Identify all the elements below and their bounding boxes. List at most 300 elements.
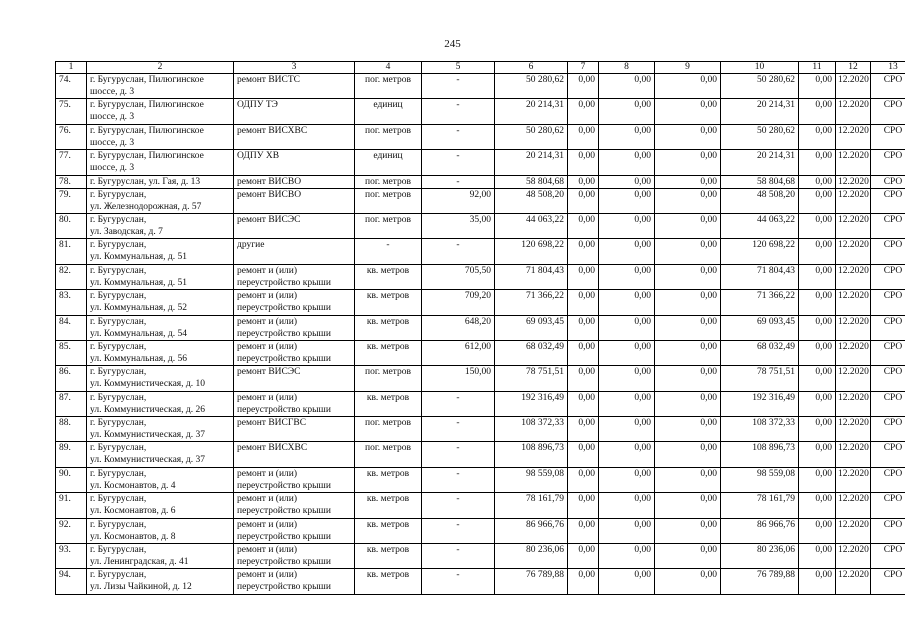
address-cell-line: ул. Коммунальная, д. 51: [90, 277, 187, 288]
regional-funds-cell: 0,00: [599, 518, 655, 543]
address-cell-line: г. Бугуруслан, Пилюгинское: [90, 151, 204, 162]
unit-cell: кв. метров: [355, 518, 422, 543]
completion-date-cell: 12.2020: [836, 124, 871, 149]
work-type-cell-line: переустройство крыши: [237, 404, 331, 415]
quantity-cell: -: [422, 175, 495, 188]
quantity-cell: 150,00: [422, 366, 495, 391]
owner-funds-cell: 20 214,31: [721, 99, 799, 124]
row-number: 85.: [56, 340, 87, 365]
column-number-2: 2: [87, 62, 234, 74]
federal-funds-cell: 0,00: [568, 493, 599, 518]
other-funds-cell: 0,00: [799, 467, 836, 492]
total-cost-cell: 48 508,20: [495, 188, 568, 213]
owner-funds-cell: 86 966,76: [721, 518, 799, 543]
work-type-cell-line: ремонт ВИСЭС: [237, 367, 301, 378]
column-number-row: [56, 62, 905, 74]
work-type-cell: [234, 569, 355, 594]
quantity-cell: 35,00: [422, 213, 495, 238]
federal-funds-cell: 0,00: [568, 188, 599, 213]
other-funds-cell: 0,00: [799, 290, 836, 315]
work-type-cell: [234, 175, 355, 188]
work-type-cell-line: переустройство крыши: [237, 328, 331, 339]
address-cell-line: шоссе, д. 3: [90, 87, 135, 97]
federal-funds-cell: 0,00: [568, 239, 599, 264]
table-row: [56, 518, 905, 543]
work-type-cell-line: ремонт и (или): [237, 291, 298, 302]
funding-method-cell: СРО: [871, 544, 905, 569]
address-cell-line: г. Бугуруслан,: [90, 468, 147, 479]
address-cell-line: ул. Коммунистическая, д. 26: [90, 404, 205, 415]
work-type-cell: [234, 290, 355, 315]
other-funds-cell: 0,00: [799, 442, 836, 467]
work-type-cell-line: ремонт и (или): [237, 545, 298, 556]
funding-method-cell: СРО: [871, 315, 905, 340]
unit-cell: кв. метров: [355, 315, 422, 340]
address-cell-line: ул. Ленинградская, д. 41: [90, 557, 189, 568]
quantity-cell: -: [422, 391, 495, 416]
federal-funds-cell: 0,00: [568, 150, 599, 175]
owner-funds-cell: 76 789,88: [721, 569, 799, 594]
address-cell-line: ул. Лизы Чайкиной, д. 12: [90, 582, 192, 593]
unit-cell: кв. метров: [355, 467, 422, 492]
address-cell-line: ул. Коммунальная, д. 54: [90, 328, 187, 339]
funding-method-cell: СРО: [871, 99, 905, 124]
other-funds-cell: 0,00: [799, 124, 836, 149]
federal-funds-cell: 0,00: [568, 544, 599, 569]
quantity-cell: 709,20: [422, 290, 495, 315]
total-cost-cell: 86 966,76: [495, 518, 568, 543]
owner-funds-cell: 78 161,79: [721, 493, 799, 518]
column-number-8: 8: [599, 62, 655, 74]
address-cell-line: г. Бугуруслан,: [90, 291, 147, 302]
regional-funds-cell: 0,00: [599, 417, 655, 442]
other-funds-cell: 0,00: [799, 99, 836, 124]
owner-funds-cell: 108 896,73: [721, 442, 799, 467]
address-cell: [87, 366, 234, 391]
table-row: [56, 213, 905, 238]
local-funds-cell: 0,00: [655, 366, 721, 391]
unit-cell: пог. метров: [355, 124, 422, 149]
federal-funds-cell: 0,00: [568, 99, 599, 124]
table-row: [56, 340, 905, 365]
unit-cell: пог. метров: [355, 188, 422, 213]
work-type-cell: [234, 124, 355, 149]
address-cell: [87, 417, 234, 442]
regional-funds-cell: 0,00: [599, 340, 655, 365]
address-cell-line: г. Бугуруслан,: [90, 189, 147, 200]
page-number: 245: [444, 38, 461, 50]
address-cell: [87, 74, 234, 99]
work-type-cell-line: ремонт и (или): [237, 519, 298, 530]
address-cell-line: г. Бугуруслан, Пилюгинское: [90, 75, 204, 85]
table-row: [56, 569, 905, 594]
other-funds-cell: 0,00: [799, 366, 836, 391]
completion-date-cell: 12.2020: [836, 315, 871, 340]
table-row: [56, 391, 905, 416]
quantity-cell: 648,20: [422, 315, 495, 340]
other-funds-cell: 0,00: [799, 518, 836, 543]
federal-funds-cell: 0,00: [568, 366, 599, 391]
local-funds-cell: 0,00: [655, 315, 721, 340]
column-number-9: 9: [655, 62, 721, 74]
unit-cell: пог. метров: [355, 366, 422, 391]
local-funds-cell: 0,00: [655, 493, 721, 518]
table-row: [56, 188, 905, 213]
other-funds-cell: 0,00: [799, 493, 836, 518]
work-type-cell-line: ремонт и (или): [237, 494, 298, 505]
work-type-cell: [234, 417, 355, 442]
regional-funds-cell: 0,00: [599, 391, 655, 416]
funding-method-cell: СРО: [871, 188, 905, 213]
table-row: [56, 493, 905, 518]
work-type-cell-line: ремонт и (или): [237, 265, 298, 276]
work-type-cell: [234, 391, 355, 416]
address-cell-line: ул. Космонавтов, д. 4: [90, 480, 176, 491]
funding-method-cell: СРО: [871, 239, 905, 264]
address-cell-line: г. Бугуруслан,: [90, 443, 147, 454]
address-cell-line: г. Бугуруслан,: [90, 214, 147, 225]
work-type-cell-line: переустройство крыши: [237, 277, 331, 288]
row-number: 84.: [56, 315, 87, 340]
owner-funds-cell: 98 559,08: [721, 467, 799, 492]
owner-funds-cell: 78 751,51: [721, 366, 799, 391]
local-funds-cell: 0,00: [655, 264, 721, 289]
funding-method-cell: СРО: [871, 124, 905, 149]
federal-funds-cell: 0,00: [568, 264, 599, 289]
column-number-5: 5: [422, 62, 495, 74]
work-type-cell-line: переустройство крыши: [237, 506, 331, 517]
quantity-cell: -: [422, 467, 495, 492]
total-cost-cell: 76 789,88: [495, 569, 568, 594]
row-number: 78.: [56, 175, 87, 188]
owner-funds-cell: 192 316,49: [721, 391, 799, 416]
address-cell: [87, 99, 234, 124]
quantity-cell: -: [422, 99, 495, 124]
column-number-7: 7: [568, 62, 599, 74]
completion-date-cell: 12.2020: [836, 99, 871, 124]
other-funds-cell: 0,00: [799, 213, 836, 238]
unit-cell: пог. метров: [355, 175, 422, 188]
work-type-cell: [234, 518, 355, 543]
total-cost-cell: 50 280,62: [495, 124, 568, 149]
table-row: [56, 74, 905, 99]
table-row: [56, 467, 905, 492]
quantity-cell: -: [422, 518, 495, 543]
federal-funds-cell: 0,00: [568, 213, 599, 238]
completion-date-cell: 12.2020: [836, 366, 871, 391]
quantity-cell: -: [422, 124, 495, 149]
work-type-cell: [234, 442, 355, 467]
local-funds-cell: 0,00: [655, 175, 721, 188]
capital-repair-table: [55, 61, 905, 595]
local-funds-cell: 0,00: [655, 239, 721, 264]
address-cell: [87, 315, 234, 340]
other-funds-cell: 0,00: [799, 188, 836, 213]
work-type-cell-line: переустройство крыши: [237, 531, 331, 542]
regional-funds-cell: 0,00: [599, 99, 655, 124]
row-number: 80.: [56, 213, 87, 238]
address-cell-line: г. Бугуруслан,: [90, 545, 147, 556]
total-cost-cell: 44 063,22: [495, 213, 568, 238]
address-cell-line: г. Бугуруслан,: [90, 367, 147, 378]
owner-funds-cell: 120 698,22: [721, 239, 799, 264]
total-cost-cell: 80 236,06: [495, 544, 568, 569]
other-funds-cell: 0,00: [799, 239, 836, 264]
quantity-cell: -: [422, 544, 495, 569]
total-cost-cell: 108 896,73: [495, 442, 568, 467]
work-type-cell-line: ремонт ВИСТС: [237, 75, 301, 85]
table-body: [56, 74, 905, 595]
work-type-cell: [234, 188, 355, 213]
table-row: [56, 239, 905, 264]
regional-funds-cell: 0,00: [599, 150, 655, 175]
total-cost-cell: 68 032,49: [495, 340, 568, 365]
federal-funds-cell: 0,00: [568, 569, 599, 594]
row-number: 90.: [56, 467, 87, 492]
address-cell: [87, 239, 234, 264]
local-funds-cell: 0,00: [655, 417, 721, 442]
completion-date-cell: 12.2020: [836, 340, 871, 365]
address-cell-line: г. Бугуруслан,: [90, 418, 147, 429]
completion-date-cell: 12.2020: [836, 290, 871, 315]
funding-method-cell: СРО: [871, 290, 905, 315]
table-row: [56, 315, 905, 340]
quantity-cell: 92,00: [422, 188, 495, 213]
work-type-cell: [234, 467, 355, 492]
address-cell: [87, 544, 234, 569]
row-number: 93.: [56, 544, 87, 569]
address-cell: [87, 340, 234, 365]
address-cell-line: г. Бугуруслан,: [90, 519, 147, 530]
local-funds-cell: 0,00: [655, 544, 721, 569]
work-type-cell-line: ремонт и (или): [237, 316, 298, 327]
work-type-cell-line: ремонт ВИСВО: [237, 176, 302, 187]
funding-method-cell: СРО: [871, 340, 905, 365]
work-type-cell: [234, 366, 355, 391]
quantity-cell: -: [422, 74, 495, 99]
address-cell: [87, 124, 234, 149]
other-funds-cell: 0,00: [799, 569, 836, 594]
address-cell-line: шоссе, д. 3: [90, 112, 135, 123]
total-cost-cell: 50 280,62: [495, 74, 568, 99]
quantity-cell: -: [422, 493, 495, 518]
work-type-cell-line: переустройство крыши: [237, 303, 331, 314]
total-cost-cell: 108 372,33: [495, 417, 568, 442]
unit-cell: пог. метров: [355, 417, 422, 442]
regional-funds-cell: 0,00: [599, 442, 655, 467]
column-number-10: 10: [721, 62, 799, 74]
local-funds-cell: 0,00: [655, 391, 721, 416]
completion-date-cell: 12.2020: [836, 150, 871, 175]
address-cell-line: ул. Железнодорожная, д. 57: [90, 201, 202, 212]
funding-method-cell: СРО: [871, 467, 905, 492]
total-cost-cell: 71 804,43: [495, 264, 568, 289]
federal-funds-cell: 0,00: [568, 315, 599, 340]
unit-cell: кв. метров: [355, 340, 422, 365]
work-type-cell-line: ОДПУ ТЭ: [237, 100, 278, 111]
unit-cell: пог. метров: [355, 442, 422, 467]
owner-funds-cell: 71 804,43: [721, 264, 799, 289]
work-type-cell-line: ремонт и (или): [237, 392, 298, 403]
row-number: 74.: [56, 74, 87, 99]
address-cell: [87, 391, 234, 416]
other-funds-cell: 0,00: [799, 340, 836, 365]
owner-funds-cell: 80 236,06: [721, 544, 799, 569]
completion-date-cell: 12.2020: [836, 467, 871, 492]
unit-cell: кв. метров: [355, 290, 422, 315]
row-number: 75.: [56, 99, 87, 124]
address-cell-line: ул. Коммунальная, д. 52: [90, 303, 187, 314]
local-funds-cell: 0,00: [655, 569, 721, 594]
owner-funds-cell: 69 093,45: [721, 315, 799, 340]
address-cell-line: г. Бугуруслан,: [90, 265, 147, 276]
table-row: [56, 366, 905, 391]
row-number: 87.: [56, 391, 87, 416]
owner-funds-cell: 20 214,31: [721, 150, 799, 175]
row-number: 81.: [56, 239, 87, 264]
completion-date-cell: 12.2020: [836, 544, 871, 569]
work-type-cell: [234, 239, 355, 264]
table-row: [56, 124, 905, 149]
address-cell-line: ул. Космонавтов, д. 8: [90, 531, 176, 542]
funding-method-cell: СРО: [871, 391, 905, 416]
completion-date-cell: 12.2020: [836, 442, 871, 467]
address-cell: [87, 290, 234, 315]
address-cell-line: г. Бугуруслан,: [90, 341, 147, 352]
quantity-cell: 612,00: [422, 340, 495, 365]
table-row: [56, 175, 905, 188]
unit-cell: кв. метров: [355, 264, 422, 289]
address-cell: [87, 442, 234, 467]
column-number-11: 11: [799, 62, 836, 74]
row-number: 83.: [56, 290, 87, 315]
quantity-cell: -: [422, 442, 495, 467]
address-cell: [87, 518, 234, 543]
funding-method-cell: СРО: [871, 442, 905, 467]
local-funds-cell: 0,00: [655, 467, 721, 492]
other-funds-cell: 0,00: [799, 391, 836, 416]
address-cell-line: г. Бугуруслан, ул. Гая, д. 13: [90, 176, 201, 187]
table-row: [56, 544, 905, 569]
funding-method-cell: СРО: [871, 213, 905, 238]
address-cell-line: г. Бугуруслан,: [90, 240, 147, 251]
row-number: 77.: [56, 150, 87, 175]
address-cell-line: г. Бугуруслан,: [90, 392, 147, 403]
table-row: [56, 150, 905, 175]
column-number-3: 3: [234, 62, 355, 74]
federal-funds-cell: 0,00: [568, 74, 599, 99]
regional-funds-cell: 0,00: [599, 467, 655, 492]
address-cell-line: шоссе, д. 3: [90, 163, 135, 174]
owner-funds-cell: 58 804,68: [721, 175, 799, 188]
work-type-cell-line: переустройство крыши: [237, 582, 331, 593]
table-row: [56, 417, 905, 442]
owner-funds-cell: 108 372,33: [721, 417, 799, 442]
address-cell: [87, 213, 234, 238]
work-type-cell: [234, 544, 355, 569]
regional-funds-cell: 0,00: [599, 175, 655, 188]
local-funds-cell: 0,00: [655, 518, 721, 543]
address-cell: [87, 467, 234, 492]
work-type-cell-line: ремонт ВИСГВС: [237, 418, 307, 429]
funding-method-cell: СРО: [871, 175, 905, 188]
address-cell-line: г. Бугуруслан,: [90, 494, 147, 505]
address-cell: [87, 150, 234, 175]
federal-funds-cell: 0,00: [568, 175, 599, 188]
local-funds-cell: 0,00: [655, 213, 721, 238]
row-number: 86.: [56, 366, 87, 391]
work-type-cell-line: ремонт ВИСВО: [237, 189, 302, 200]
work-type-cell-line: ремонт и (или): [237, 570, 298, 581]
completion-date-cell: 12.2020: [836, 213, 871, 238]
row-number: 76.: [56, 124, 87, 149]
regional-funds-cell: 0,00: [599, 264, 655, 289]
address-cell-line: ул. Коммунистическая, д. 10: [90, 379, 205, 390]
federal-funds-cell: 0,00: [568, 518, 599, 543]
regional-funds-cell: 0,00: [599, 74, 655, 99]
local-funds-cell: 0,00: [655, 99, 721, 124]
column-number-12: 12: [836, 62, 871, 74]
funding-method-cell: СРО: [871, 417, 905, 442]
address-cell: [87, 493, 234, 518]
total-cost-cell: 192 316,49: [495, 391, 568, 416]
column-number-4: 4: [355, 62, 422, 74]
funding-method-cell: СРО: [871, 264, 905, 289]
address-cell: [87, 188, 234, 213]
owner-funds-cell: 48 508,20: [721, 188, 799, 213]
federal-funds-cell: 0,00: [568, 124, 599, 149]
address-cell: [87, 175, 234, 188]
work-type-cell-line: ремонт ВИСХВС: [237, 125, 308, 136]
work-type-cell: [234, 99, 355, 124]
completion-date-cell: 12.2020: [836, 188, 871, 213]
federal-funds-cell: 0,00: [568, 417, 599, 442]
total-cost-cell: 98 559,08: [495, 467, 568, 492]
regional-funds-cell: 0,00: [599, 493, 655, 518]
work-type-cell-line: ремонт ВИСЭС: [237, 214, 301, 225]
work-type-cell: [234, 493, 355, 518]
regional-funds-cell: 0,00: [599, 315, 655, 340]
funding-method-cell: СРО: [871, 493, 905, 518]
regional-funds-cell: 0,00: [599, 366, 655, 391]
local-funds-cell: 0,00: [655, 442, 721, 467]
work-type-cell: [234, 74, 355, 99]
federal-funds-cell: 0,00: [568, 290, 599, 315]
quantity-cell: -: [422, 150, 495, 175]
address-cell-line: г. Бугуруслан,: [90, 570, 147, 581]
address-cell: [87, 569, 234, 594]
table-row: [56, 264, 905, 289]
address-cell-line: ул. Коммунальная, д. 51: [90, 252, 187, 263]
total-cost-cell: 71 366,22: [495, 290, 568, 315]
work-type-cell-line: переустройство крыши: [237, 480, 331, 491]
address-cell: [87, 264, 234, 289]
regional-funds-cell: 0,00: [599, 124, 655, 149]
other-funds-cell: 0,00: [799, 74, 836, 99]
work-type-cell-line: переустройство крыши: [237, 353, 331, 364]
column-number-13: 13: [871, 62, 905, 74]
regional-funds-cell: 0,00: [599, 569, 655, 594]
column-number-6: 6: [495, 62, 568, 74]
address-cell-line: ул. Заводская, д. 7: [90, 226, 163, 237]
funding-method-cell: СРО: [871, 150, 905, 175]
unit-cell: единиц: [355, 150, 422, 175]
work-type-cell-line: ОДПУ ХВ: [237, 151, 280, 162]
other-funds-cell: 0,00: [799, 544, 836, 569]
completion-date-cell: 12.2020: [836, 417, 871, 442]
local-funds-cell: 0,00: [655, 290, 721, 315]
work-type-cell: [234, 150, 355, 175]
